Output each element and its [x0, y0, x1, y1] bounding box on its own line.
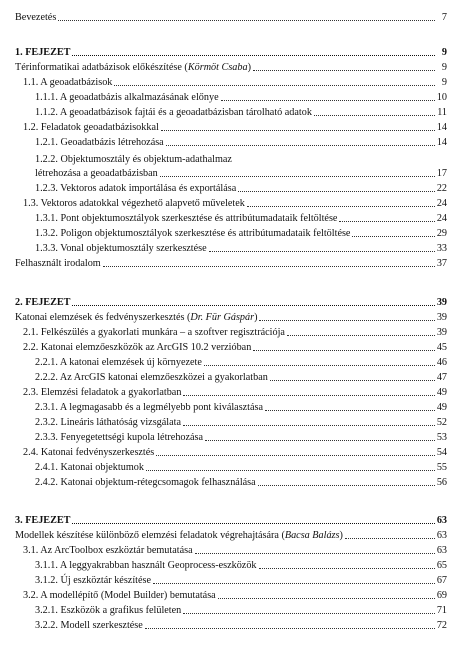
- toc-subsection-2-3-1[interactable]: 2.3.1. A legmagasabb és a legmélyebb pont kiválasztása 49: [35, 402, 447, 413]
- author-name: Bacsa Balázs: [284, 530, 340, 541]
- page-number: 46: [436, 357, 447, 368]
- page-number: 14: [436, 122, 447, 133]
- toc-subsection-1-1-2[interactable]: 1.1.2. A geoadatbázisok fajtái és a geoadatbázisban tárolható adatok 11: [35, 107, 447, 118]
- dot-leader: [352, 236, 434, 237]
- toc-subsection-1-2-3[interactable]: 1.2.3. Vektoros adatok importálása és exportálása 22: [35, 183, 447, 194]
- dot-leader: [209, 251, 435, 252]
- page-number: 72: [436, 620, 447, 631]
- page-number: 49: [436, 402, 447, 413]
- toc-chapter-2[interactable]: 2. FEJEZET 39: [15, 297, 447, 308]
- toc-references-1[interactable]: Felhasznált irodalom 37: [15, 258, 447, 269]
- page-number: 24: [436, 213, 447, 224]
- page-number: 39: [436, 312, 447, 323]
- page-number: 10: [436, 92, 447, 103]
- dot-leader: [183, 613, 435, 614]
- page-number: 9: [441, 47, 447, 58]
- toc-subsection-1-2-1[interactable]: 1.2.1. Geoadatbázis létrehozása 14: [35, 137, 447, 148]
- page-number: 56: [436, 477, 447, 488]
- dot-leader: [221, 100, 435, 101]
- page-number: 47: [436, 372, 447, 383]
- dot-leader: [183, 395, 434, 396]
- dot-leader: [145, 628, 435, 629]
- dot-leader: [72, 55, 435, 56]
- toc-subsection-3-2-2[interactable]: 3.2.2. Modell szerkesztése 72: [35, 620, 447, 631]
- page-number: 65: [436, 560, 447, 571]
- dot-leader: [247, 206, 435, 207]
- toc-subsection-3-1-1[interactable]: 3.1.1. A leggyakrabban használt Geoprocess-eszközök 65: [35, 560, 447, 571]
- dot-leader: [146, 470, 435, 471]
- author-name: Körmöt Csaba: [187, 62, 248, 73]
- page-number: 39: [436, 327, 447, 338]
- dot-leader: [258, 485, 435, 486]
- toc-chapter-2-title[interactable]: Katonai elemzések és fedvényszerkesztés (Dr. Für Gáspár) 39: [15, 312, 447, 323]
- page-number: 14: [436, 137, 447, 148]
- dot-leader: [161, 130, 435, 131]
- dot-leader: [195, 553, 435, 554]
- dot-leader: [156, 455, 435, 456]
- dot-leader: [314, 115, 435, 116]
- dot-leader: [153, 583, 435, 584]
- toc-entry-introduction[interactable]: Bevezetés 7: [15, 12, 447, 23]
- author-name: Dr. Für Gáspár: [190, 312, 255, 323]
- page-number: 17: [436, 168, 447, 179]
- dot-leader: [58, 20, 435, 21]
- toc-subsection-1-3-3[interactable]: 1.3.3. Vonal objektumosztály szerkesztése 33: [35, 243, 447, 254]
- toc-section-2-4[interactable]: 2.4. Katonai fedvényszerkesztés 54: [23, 447, 447, 458]
- toc-section-1-3[interactable]: 1.3. Vektoros adatokkal végezhető alapvető műveletek 24: [23, 198, 447, 209]
- toc-chapter-1-title[interactable]: Térinformatikai adatbázisok előkészítése (Körmöt Csaba) 9: [15, 62, 447, 73]
- toc-subsection-2-3-3[interactable]: 2.3.3. Fenyegetettségi kupola létrehozása 53: [35, 432, 447, 443]
- dot-leader: [345, 538, 435, 539]
- toc-subsection-2-2-2[interactable]: 2.2.2. Az ArcGIS katonai elemzőeszközei a gyakorlatban 47: [35, 372, 447, 383]
- dot-leader: [218, 598, 435, 599]
- toc-section-2-1[interactable]: 2.1. Felkészülés a gyakorlati munkára – a szoftver regisztrációja 39: [23, 327, 447, 338]
- page-number: 29: [436, 228, 447, 239]
- page-number: 22: [436, 183, 447, 194]
- dot-leader: [103, 266, 435, 267]
- page-number: 69: [436, 590, 447, 601]
- page-number: 55: [436, 462, 447, 473]
- page-number: 53: [436, 432, 447, 443]
- dot-leader: [72, 523, 434, 524]
- dot-leader: [253, 70, 435, 71]
- dot-leader: [183, 425, 435, 426]
- page-number: 45: [436, 342, 447, 353]
- dot-leader: [270, 380, 435, 381]
- toc-chapter-3-title[interactable]: Modellek készítése különböző elemzési feladatok végrehajtására (Bacsa Balázs) 63: [15, 530, 447, 541]
- toc-section-2-3[interactable]: 2.3. Elemzési feladatok a gyakorlatban 49: [23, 387, 447, 398]
- toc-subsection-3-2-1[interactable]: 3.2.1. Eszközök a grafikus felületen 71: [35, 605, 447, 616]
- page-number: 71: [436, 605, 447, 616]
- page-number: 11: [437, 107, 447, 118]
- page-number: 67: [436, 575, 447, 586]
- toc-subsection-1-3-2[interactable]: 1.3.2. Poligon objektumosztályok szerkesztése és attribútumadataik feltöltése 29: [35, 228, 447, 239]
- page-number: 9: [441, 77, 447, 88]
- dot-leader: [114, 85, 435, 86]
- toc-subsection-2-4-1[interactable]: 2.4.1. Katonai objektumok 55: [35, 462, 447, 473]
- toc-subsection-1-3-1[interactable]: 1.3.1. Pont objektumosztályok szerkesztése és attribútumadataik feltöltése 24: [35, 213, 447, 224]
- dot-leader: [253, 350, 435, 351]
- page-number: 63: [436, 530, 447, 541]
- dot-leader: [72, 305, 434, 306]
- page-number: 63: [436, 515, 447, 526]
- dot-leader: [259, 320, 434, 321]
- page-number: 63: [436, 545, 447, 556]
- page-number: 7: [441, 12, 447, 23]
- toc-section-3-2[interactable]: 3.2. A modellépítő (Model Builder) bemutatása 69: [23, 590, 447, 601]
- toc-subsection-3-1-2[interactable]: 3.1.2. Új eszköztár készítése 67: [35, 575, 447, 586]
- dot-leader: [166, 145, 435, 146]
- page-number: 9: [441, 62, 447, 73]
- toc-chapter-1[interactable]: 1. FEJEZET 9: [15, 47, 447, 58]
- toc-subsection-1-2-2-continued[interactable]: létrehozása a geoadatbázisban 17: [35, 168, 447, 179]
- toc-subsection-1-1-1[interactable]: 1.1.1. A geoadatbázis alkalmazásának előnye 10: [35, 92, 447, 103]
- toc-section-1-1[interactable]: 1.1. A geoadatbázisok 9: [23, 77, 447, 88]
- dot-leader: [205, 440, 435, 441]
- toc-chapter-3[interactable]: 3. FEJEZET 63: [15, 515, 447, 526]
- page-number: 33: [436, 243, 447, 254]
- toc-subsection-1-2-2[interactable]: 1.2.2. Objektumosztály és objektum-adathalmaz: [35, 154, 232, 165]
- dot-leader: [204, 365, 435, 366]
- page-number: 54: [436, 447, 447, 458]
- dot-leader: [259, 568, 435, 569]
- page-number: 37: [436, 258, 447, 269]
- dot-leader: [160, 176, 435, 177]
- toc-section-1-2[interactable]: 1.2. Feladatok geoadatbázisokkal 14: [23, 122, 447, 133]
- toc-section-3-1[interactable]: 3.1. Az ArcToolbox eszköztár bemutatása 63: [23, 545, 447, 556]
- dot-leader: [238, 191, 435, 192]
- page-number: 52: [436, 417, 447, 428]
- toc-section-2-2[interactable]: 2.2. Katonai elemzőeszközök az ArcGIS 10.2 verzióban 45: [23, 342, 447, 353]
- page-number: 39: [436, 297, 447, 308]
- dot-leader: [287, 335, 435, 336]
- dot-leader: [339, 221, 434, 222]
- toc-subsection-2-4-2[interactable]: 2.4.2. Katonai objektum-rétegcsomagok felhasználása 56: [35, 477, 447, 488]
- toc-subsection-2-2-1[interactable]: 2.2.1. A katonai elemzések új környezete 46: [35, 357, 447, 368]
- page-number: 24: [436, 198, 447, 209]
- dot-leader: [265, 410, 435, 411]
- page-number: 49: [436, 387, 447, 398]
- toc-subsection-2-3-2[interactable]: 2.3.2. Lineáris láthatóság vizsgálata 52: [35, 417, 447, 428]
